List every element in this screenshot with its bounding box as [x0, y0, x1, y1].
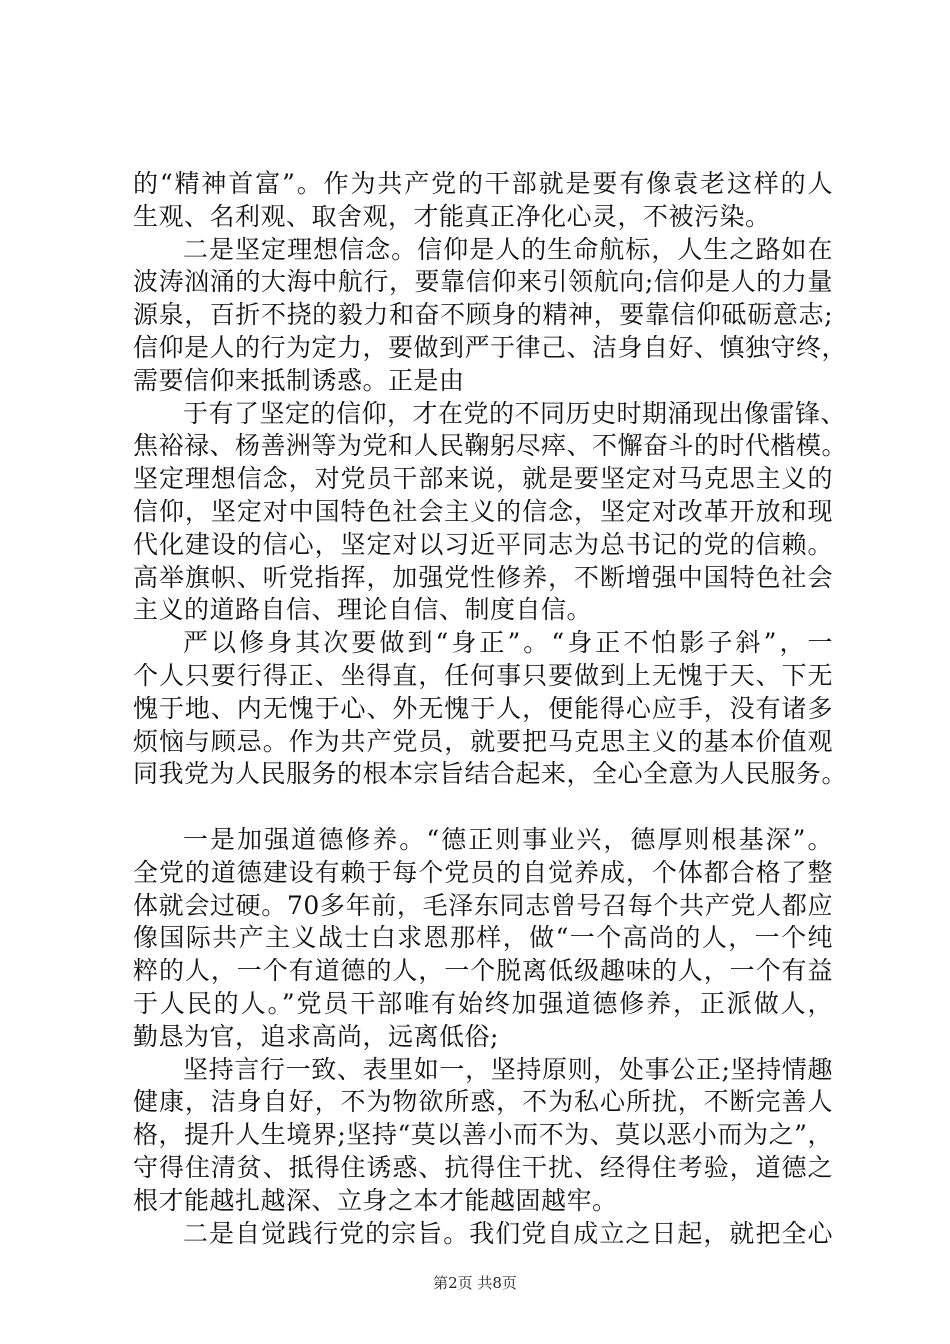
text-line: 烦恼与顾忌。作为共产党员，就要把马克思主义的基本价值观: [133, 726, 833, 756]
text-line: 的“精神首富”。作为共产党的干部就是要有像袁老这样的人: [133, 169, 833, 198]
text-line: 信仰，坚定对中国特色社会主义的信念，坚定对改革开放和现: [133, 496, 833, 526]
text-line: 守得住清贫、抵得住诱惑、抗得住干扰、经得住考验，道德之: [133, 1152, 833, 1182]
text-line: 波涛汹涌的大海中航行，要靠信仰来引领航向;信仰是人的力量: [133, 267, 833, 297]
text-line: 于人民的人。”党员干部唯有始终加强道德修养，正派做人，: [133, 988, 833, 1018]
document-body: [133, 168, 848, 1250]
text-line: 主义的道路自信、理论自信、制度自信。: [133, 595, 593, 625]
text-line: 需要信仰来抵制诱惑。正是由: [133, 365, 465, 395]
text-line: 同我党为人民服务的根本宗旨结合起来，全心全意为人民服务。: [133, 759, 848, 789]
text-line: 生观、名利观、取舍观，才能真正净化心灵，不被污染。: [133, 201, 771, 231]
page-number-footer: 第2页 共8页: [433, 1274, 517, 1292]
text-line: 坚定理想信念，对党员干部来说，就是要坚定对马克思主义的: [133, 464, 833, 494]
text-line: 焦裕禄、杨善洲等为党和人民鞠躬尽瘁、不懈奋斗的时代楷模。: [133, 431, 848, 461]
text-line: 根才能越扎越深、立身之本才能越固越牢。: [133, 1185, 618, 1215]
blank-line: [133, 791, 833, 824]
text-line: 愧于地、内无愧于心、外无愧于人，便能得心应手，没有诸多: [133, 693, 833, 723]
paragraph-start-line: 二是自觉践行党的宗旨。我们党自成立之日起，就把全心: [183, 1218, 833, 1248]
text-line: 代化建设的信心，坚定对以习近平同志为总书记的党的信赖。: [133, 529, 833, 559]
paragraph-start-line: 二是坚定理想信念。信仰是人的生命航标，人生之路如在: [183, 234, 833, 264]
text-line: 勤恳为官，追求高尚，远离低俗;: [133, 1021, 499, 1051]
text-line: 粹的人，一个有道德的人，一个脱离低级趣味的人，一个有益: [133, 956, 833, 986]
paragraph-start-line: 严以修身其次要做到“身正”。“身正不怕影子斜”，一: [183, 628, 833, 658]
paragraph-start-line: 于有了坚定的信仰，才在党的不同历史时期涌现出像雷锋、: [183, 398, 847, 428]
text-line: 体就会过硬。70多年前，毛泽东同志曾号召每个共产党人都应: [133, 890, 833, 920]
text-line: 健康，洁身自好，不为物欲所惑，不为私心所扰，不断完善人: [133, 1087, 833, 1117]
paragraph-start-line: 坚持言行一致、表里如一，坚持原则，处事公正;坚持情趣: [183, 1054, 833, 1084]
text-line: 像国际共产主义战士白求恩那样，做“一个高尚的人，一个纯: [133, 923, 833, 953]
text-line: 源泉，百折不挠的毅力和奋不顾身的精神，要靠信仰砥砺意志;: [133, 300, 833, 330]
text-line: 全党的道德建设有赖于每个党员的自觉养成，个体都合格了整: [133, 857, 833, 887]
paragraph-start-line: 一是加强道德修养。“德正则事业兴，德厚则根基深”。: [183, 824, 833, 854]
text-line: 格，提升人生境界;坚持“莫以善小而不为、莫以恶小而为之”，: [133, 1120, 833, 1150]
text-line: 信仰是人的行为定力，要做到严于律己、洁身自好、慎独守终，: [133, 332, 848, 362]
text-line: 高举旗帜、听党指挥，加强党性修养，不断增强中国特色社会: [133, 562, 833, 592]
text-line: 个人只要行得正、坐得直，任何事只要做到上无愧于天、下无: [133, 660, 833, 690]
